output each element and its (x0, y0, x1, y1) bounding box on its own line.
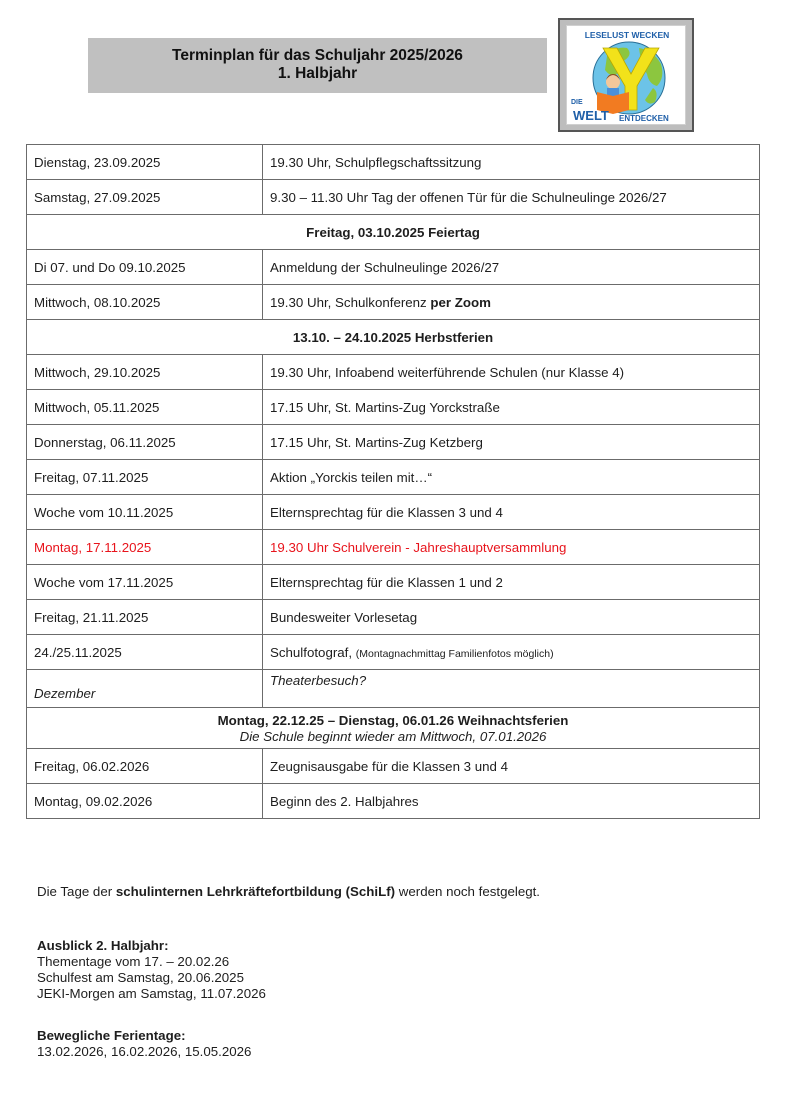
outlook-heading: Ausblick 2. Halbjahr: (37, 938, 169, 953)
holiday-text: Montag, 22.12.25 – Dienstag, 06.01.26 Weihnachtsferien (217, 712, 569, 728)
row-date: Woche vom 10.11.2025 (27, 495, 263, 530)
row-date: Montag, 17.11.2025 (27, 530, 263, 565)
row-date: Freitag, 07.11.2025 (27, 460, 263, 495)
row-event: 19.30 Uhr, Infoabend weiterführende Schulen (nur Klasse 4) (263, 355, 760, 390)
table-row (27, 495, 760, 530)
schilf-bold: schulinternen Lehrkräftefortbildung (SchiLf) (115, 884, 396, 899)
table-row (27, 390, 760, 425)
holiday-text: 13.10. – 24.10.2025 Herbstferien (27, 320, 760, 355)
table-row (27, 180, 760, 215)
outlook-item: JEKI-Morgen am Samstag, 11.07.2026 (37, 986, 266, 1001)
row-date: Woche vom 17.11.2025 (27, 565, 263, 600)
row-event: 19.30 Uhr Schulverein - Jahreshauptversammlung (263, 530, 760, 565)
row-event: Zeugnisausgabe für die Klassen 3 und 4 (263, 749, 760, 784)
row-event: Anmeldung der Schulneulinge 2026/27 (263, 250, 760, 285)
event-small-note: (Montagnachmittag Familienfotos möglich) (355, 647, 554, 660)
logo-text-welt: WELT (573, 108, 609, 123)
table-row (27, 670, 760, 708)
page-title (88, 38, 547, 93)
movable-days-heading: Bewegliche Ferientage: (37, 1028, 186, 1043)
table-row (27, 600, 760, 635)
row-date: Mittwoch, 05.11.2025 (27, 390, 263, 425)
logo-image (566, 25, 686, 125)
schilf-prefix: Die Tage der (37, 884, 116, 899)
event-text: 19.30 Uhr, Schulkonferenz (270, 294, 431, 310)
movable-days-section (37, 1028, 251, 1060)
schilf-note (37, 884, 540, 900)
row-date: Mittwoch, 29.10.2025 (27, 355, 263, 390)
highlighted-row (27, 530, 760, 565)
holiday-row (27, 215, 760, 250)
table-row (27, 355, 760, 390)
row-date: Donnerstag, 06.11.2025 (27, 425, 263, 460)
table-row (27, 635, 760, 670)
row-event: Elternsprechtag für die Klassen 3 und 4 (263, 495, 760, 530)
row-date: Montag, 09.02.2026 (27, 784, 263, 819)
holiday-row (27, 708, 760, 749)
table-row (27, 749, 760, 784)
logo-text-entdecken: ENTDECKEN (619, 114, 669, 123)
school-logo (558, 18, 694, 132)
table-row (27, 460, 760, 495)
movable-days-dates: 13.02.2026, 16.02.2026, 15.05.2026 (37, 1044, 252, 1059)
holiday-row (27, 320, 760, 355)
logo-graphic-icon (567, 26, 686, 125)
row-date: Dienstag, 23.09.2025 (27, 145, 263, 180)
logo-text-die: DIE (571, 99, 583, 106)
outlook-item: Schulfest am Samstag, 20.06.2025 (37, 970, 244, 985)
event-bold-text: per Zoom (430, 294, 491, 310)
table-row (27, 285, 760, 320)
row-event: 17.15 Uhr, St. Martins-Zug Ketzberg (263, 425, 760, 460)
row-date: Dezember (27, 670, 263, 708)
table-row (27, 250, 760, 285)
schedule-table (26, 144, 760, 819)
row-date: Freitag, 06.02.2026 (27, 749, 263, 784)
table-row (27, 565, 760, 600)
holiday-subtext: Die Schule beginnt wieder am Mittwoch, 07.01.2026 (239, 728, 547, 744)
row-event (263, 635, 760, 670)
row-date: Freitag, 21.11.2025 (27, 600, 263, 635)
schilf-suffix: werden noch festgelegt. (395, 884, 540, 899)
holiday-text: Freitag, 03.10.2025 Feiertag (27, 215, 760, 250)
title-line-2: 1. Halbjahr (277, 65, 358, 82)
row-event: Bundesweiter Vorlesetag (263, 600, 760, 635)
row-date: Samstag, 27.09.2025 (27, 180, 263, 215)
table-row (27, 145, 760, 180)
row-date: Mittwoch, 08.10.2025 (27, 285, 263, 320)
row-event (263, 285, 760, 320)
row-event: Elternsprechtag für die Klassen 1 und 2 (263, 565, 760, 600)
event-text: Schulfotograf, (270, 644, 356, 660)
row-event: 17.15 Uhr, St. Martins-Zug Yorckstraße (263, 390, 760, 425)
row-date: 24./25.11.2025 (27, 635, 263, 670)
row-event: Beginn des 2. Halbjahres (263, 784, 760, 819)
row-date: Di 07. und Do 09.10.2025 (27, 250, 263, 285)
row-event: Theaterbesuch? (263, 670, 760, 708)
row-event: Aktion „Yorckis teilen mit…“ (263, 460, 760, 495)
row-event: 19.30 Uhr, Schulpflegschaftssitzung (263, 145, 760, 180)
logo-text-top: LESELUST WECKEN (584, 30, 670, 40)
holiday-cell (27, 708, 760, 749)
title-line-1: Terminplan für das Schuljahr 2025/2026 (172, 47, 463, 64)
outlook-section (37, 938, 266, 1002)
row-event: 9.30 – 11.30 Uhr Tag der offenen Tür für die Schulneulinge 2026/27 (263, 180, 760, 215)
outlook-item: Thementage vom 17. – 20.02.26 (37, 954, 230, 969)
table-row (27, 425, 760, 460)
table-row (27, 784, 760, 819)
